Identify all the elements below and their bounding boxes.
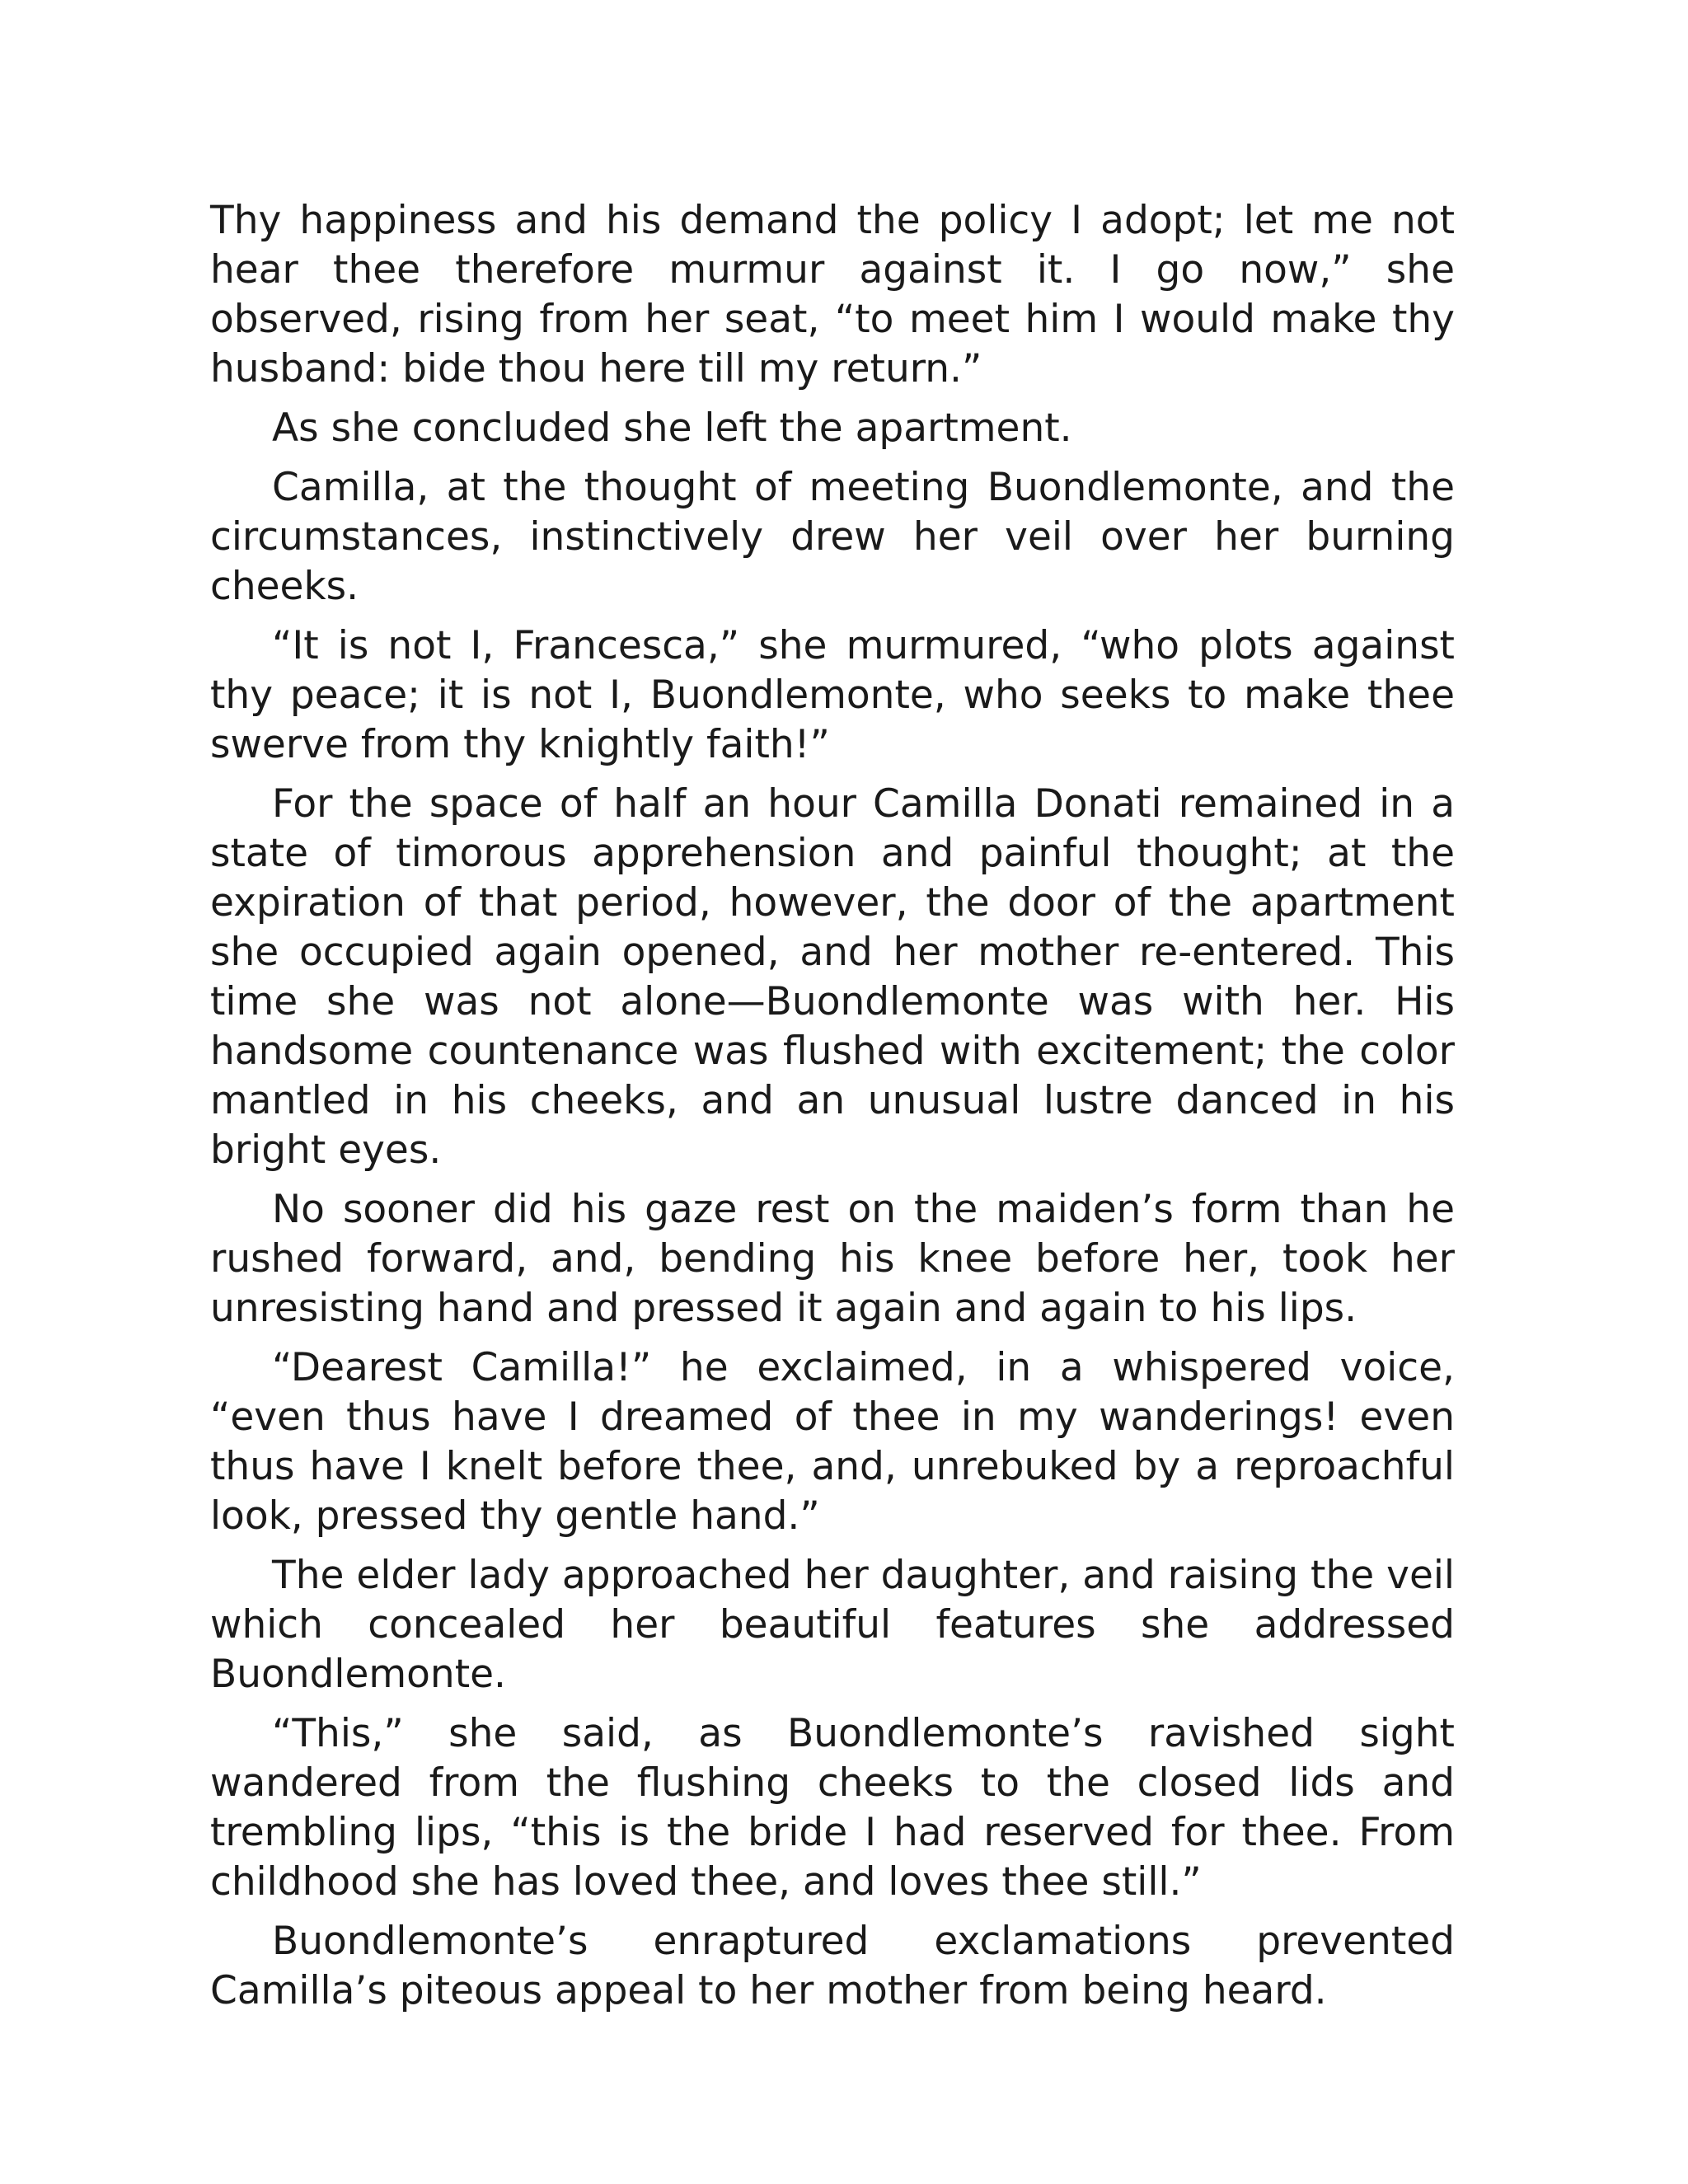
paragraph: Buondlemonte’s enraptured exclamations prevented Camilla’s piteous appeal to her mother from being heard. <box>210 1919 1455 2013</box>
paragraph: No sooner did his gaze rest on the maiden’s form than he rushed forward, and, bending his knee before her, took her unresisting hand and pressed it again and again to his lips. <box>210 1187 1455 1331</box>
paragraph: For the space of half an hour Camilla Donati remained in a state of timorous apprehension and painful thought; at the expiration of that period, however, the door of the apartment she occupied again opened, and her mother re-entered. This time she was not alone—Buondlemonte was with her. His handsome countenance was flushed with excitement; the color mantled in his cheeks, and an unusual lustre danced in his bright eyes. <box>210 781 1455 1173</box>
paragraph: “This,” she said, as Buondlemonte’s ravished sight wandered from the flushing cheeks to the closed lids and trembling lips, “this is the bride I had reserved for thee. From childhood she has loved thee, and loves thee still.” <box>210 1711 1455 1905</box>
paragraph: As she concluded she left the apartment. <box>272 405 1072 451</box>
paragraph: The elder lady approached her daughter, and raising the veil which concealed her beautiful features she addressed Buondlemonte. <box>210 1553 1455 1697</box>
paragraph: “It is not I, Francesca,” she murmured, “who plots against thy peace; it is not I, Buondlemonte, who seeks to make thee swerve from thy knightly faith!” <box>210 623 1455 767</box>
page-body <box>210 196 1455 2026</box>
paragraph-continuation: Thy happiness and his demand the policy I adopt; let me not hear thee therefore murmur against it. I go now,” she observed, rising from her seat, “to meet him I would make thy husband: bide thou here till my return.” <box>210 198 1455 391</box>
paragraph: Camilla, at the thought of meeting Buondlemonte, and the circumstances, instinctively drew her veil over her burning cheeks. <box>210 465 1455 609</box>
paragraph: “Dearest Camilla!” he exclaimed, in a whispered voice, “even thus have I dreamed of thee in my wanderings! even thus have I knelt before thee, and, unrebuked by a reproachful look, pressed thy gentle hand.” <box>210 1345 1455 1539</box>
